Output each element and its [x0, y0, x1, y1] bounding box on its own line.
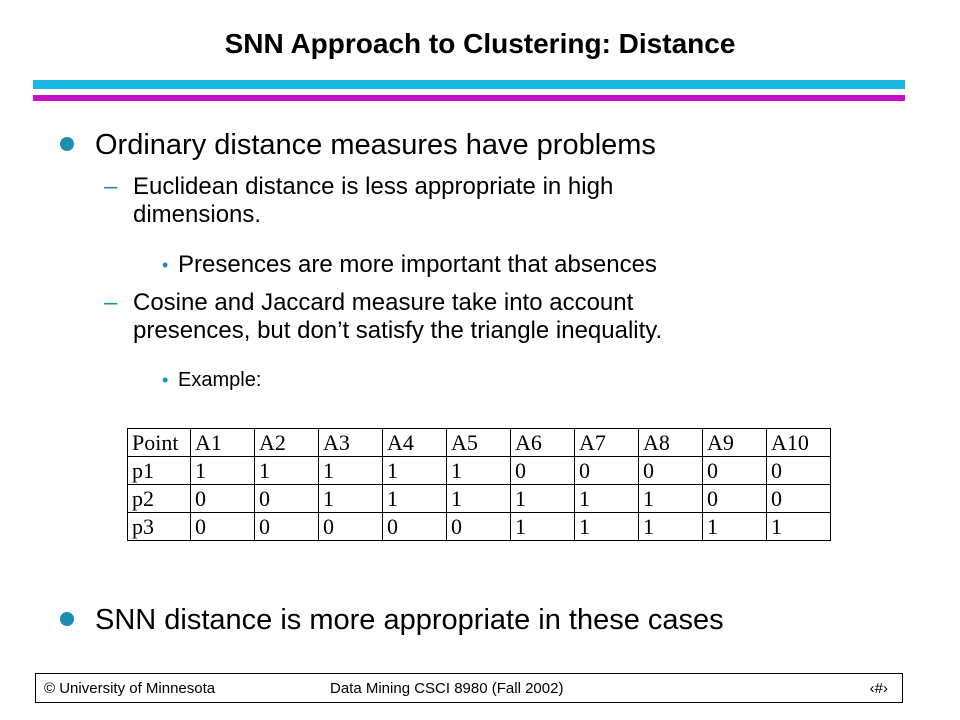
table-header-cell: A9	[703, 429, 767, 457]
table-header-cell: A7	[575, 429, 639, 457]
table-cell: 1	[511, 513, 575, 541]
table-header-cell: A3	[319, 429, 383, 457]
footer-course: Data Mining CSCI 8980 (Fall 2002)	[330, 680, 564, 697]
table-cell: 1	[383, 485, 447, 513]
table-cell: 0	[191, 485, 255, 513]
table-cell: 0	[703, 485, 767, 513]
table-cell: 0	[255, 513, 319, 541]
bullet-dot-icon	[60, 137, 74, 151]
table-cell: 0	[767, 485, 831, 513]
table-cell: 1	[447, 485, 511, 513]
table-cell: 1	[511, 485, 575, 513]
table-row	[128, 485, 831, 513]
table-cell: 1	[255, 457, 319, 485]
table-cell: 1	[447, 457, 511, 485]
table-header-row	[128, 429, 831, 457]
example-table	[127, 428, 831, 541]
table-header-cell: A8	[639, 429, 703, 457]
table-header-cell: A1	[191, 429, 255, 457]
footer-copyright: © University of Minnesota	[44, 680, 216, 697]
title-rule-cyan	[33, 80, 905, 89]
table-cell: 1	[575, 513, 639, 541]
table-cell: 0	[319, 513, 383, 541]
table-cell: 1	[767, 513, 831, 541]
table-cell: 1	[575, 485, 639, 513]
table-cell: 1	[319, 485, 383, 513]
table-cell: 1	[383, 457, 447, 485]
table-cell: 0	[447, 513, 511, 541]
table-cell: 0	[191, 513, 255, 541]
slide-title: SNN Approach to Clustering: Distance	[224, 28, 736, 59]
table-row	[128, 513, 831, 541]
title-rule-magenta	[33, 95, 905, 101]
sub-bullet-text: dimensions.	[133, 201, 262, 228]
small-bullet-icon: •	[162, 255, 169, 275]
table-cell: 0	[703, 457, 767, 485]
table-row	[128, 457, 831, 485]
dash-icon: –	[104, 173, 118, 200]
footer-page-number: ‹#›	[869, 680, 888, 697]
sub-sub-bullet-text: Presences are more important that absences	[178, 251, 657, 278]
table-cell: 0	[511, 457, 575, 485]
table-cell: p1	[128, 457, 191, 485]
table-header-cell: A10	[767, 429, 831, 457]
table-cell: 0	[639, 457, 703, 485]
slide-footer	[35, 673, 903, 703]
table-header-cell: Point	[128, 429, 191, 457]
small-bullet-icon: •	[162, 370, 169, 390]
table-cell: 1	[319, 457, 383, 485]
table-cell: 0	[255, 485, 319, 513]
bullet-dot-icon	[60, 612, 74, 626]
table-header-cell: A4	[383, 429, 447, 457]
table-cell: 0	[767, 457, 831, 485]
table-cell: 1	[639, 513, 703, 541]
table-cell: 0	[575, 457, 639, 485]
table-cell: 1	[639, 485, 703, 513]
sub-sub-bullet-text: Example:	[178, 369, 262, 391]
table-cell: 1	[703, 513, 767, 541]
table-cell: 0	[383, 513, 447, 541]
table-header-cell: A5	[447, 429, 511, 457]
sub-bullet-text: Cosine and Jaccard measure take into account	[133, 289, 634, 316]
table-cell: p2	[128, 485, 191, 513]
table-header-cell: A6	[511, 429, 575, 457]
table-header-cell: A2	[255, 429, 319, 457]
dash-icon: –	[104, 289, 118, 316]
table-cell: 1	[191, 457, 255, 485]
table-cell: p3	[128, 513, 191, 541]
bullet-text: SNN distance is more appropriate in these cases	[95, 604, 724, 636]
sub-bullet-text: Euclidean distance is less appropriate in high	[133, 173, 614, 200]
bullet-text: Ordinary distance measures have problems	[95, 129, 656, 161]
sub-bullet-text: presences, but don’t satisfy the triangle inequality.	[133, 317, 663, 344]
